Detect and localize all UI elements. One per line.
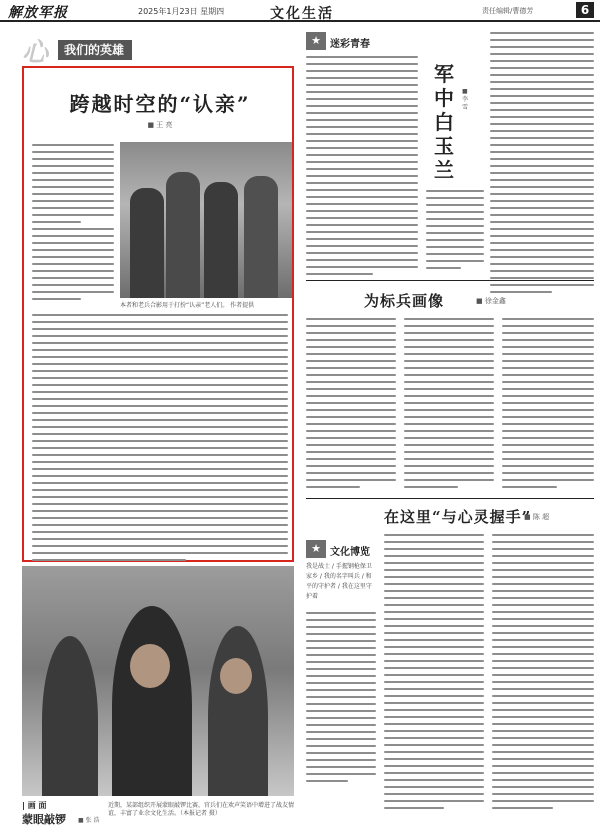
poem-text-col-2 (404, 318, 494, 493)
culture-poem: 我是战士 / 手握钢枪保卫家乡 / 我的名字叫兵 / 和平的守护者 / 我在这里守护着 (306, 563, 372, 600)
poem-author: ■ 徐金鑫 (476, 297, 506, 305)
star-icon: ★ (306, 540, 326, 558)
soul-text-col-0 (306, 612, 376, 787)
kicker-label: 迷彩青春 (330, 39, 370, 50)
feature-photo-caption: 本者和老兵合影用于打扮“认亲”老人们。 作者提供 (120, 302, 255, 309)
photo-caption: 近期，某部组织开展蒙眼敲锣比赛，官兵们在欢声笑语中增进了战友情谊，丰富了业余文化生活。（本报记者 摄） (108, 802, 295, 817)
vertical-article-author: ■ 李 雪 (462, 88, 469, 111)
feature-photo (120, 142, 292, 298)
banner-tag: 我们的英雄 (58, 40, 132, 60)
poem-title: 为标兵画像 (364, 292, 445, 310)
section-title: 文化生活 (270, 6, 334, 22)
masthead (0, 0, 600, 22)
section-kicker-culture (306, 540, 396, 558)
photo-author: ■ 张 浩 (78, 817, 100, 824)
soul-article-title: 在这里“与心灵握手” (384, 508, 532, 526)
youth-text-col-3 (490, 32, 594, 298)
feature-article (22, 66, 294, 562)
poem-text-col-3 (502, 318, 594, 493)
kicker-label: 文化博览 (330, 547, 370, 558)
feature-headline: 跨越时空的“认亲” (69, 92, 251, 116)
divider (306, 498, 594, 499)
youth-text-col-1 (306, 56, 418, 280)
soul-article-author: ■ 陈 超 (524, 513, 550, 521)
soul-text-col-1 (384, 534, 484, 814)
feature-byline: ■ 王 亮 (147, 121, 173, 129)
star-icon: ★ (306, 32, 326, 50)
soul-text-col-2 (492, 534, 594, 814)
youth-text-col-2 (426, 190, 484, 274)
feature-text-left (32, 144, 114, 305)
divider (306, 280, 594, 281)
bottom-photo (22, 566, 294, 796)
poem-text-col-1 (306, 318, 396, 493)
issue-date: 2025年1月23日 星期四 (138, 7, 225, 16)
section-kicker-youth (306, 32, 446, 50)
page-number: 6 (576, 2, 594, 18)
editor-credit: 责任编辑/曹德芳 (482, 7, 534, 15)
vertical-article-title: 军 中 白 玉 兰 (434, 62, 454, 182)
banner-decorative-text: 心 (22, 38, 49, 68)
feature-text-bottom (32, 314, 288, 566)
photo-title: 蒙眼敲锣 (22, 813, 66, 826)
column-banner (22, 36, 302, 68)
photo-section-label: | 画 面 (22, 801, 47, 810)
newspaper-logo: 解放军报 (8, 5, 68, 21)
